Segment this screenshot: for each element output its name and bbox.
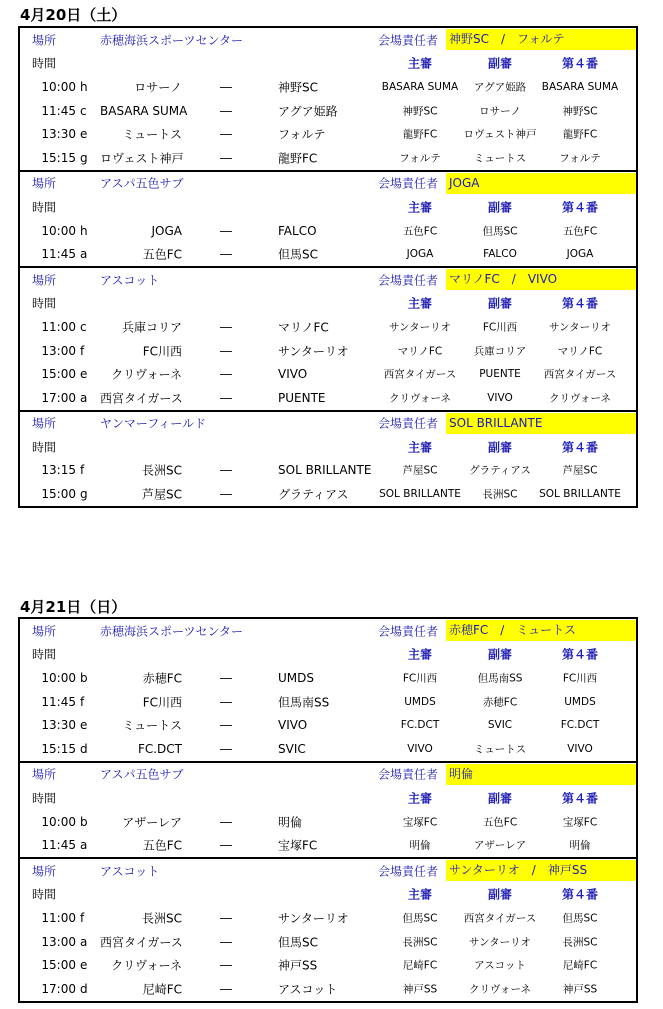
versus-dash: ― xyxy=(220,127,232,142)
away-team: 神戸SS xyxy=(278,958,318,973)
venue-name: アスコット xyxy=(100,273,160,288)
match-time: 15:15 xyxy=(41,741,76,756)
match-code: g xyxy=(80,150,88,165)
away-team: SVIC xyxy=(278,741,306,756)
versus-dash: ― xyxy=(220,247,232,262)
assistant-referee: VIVO xyxy=(487,391,513,404)
manager-label: 会場責任者 xyxy=(378,624,439,639)
day-title-apr21: 4月21日（日） xyxy=(20,598,127,616)
fourth-official: SOL BRILLANTE xyxy=(539,488,621,501)
venue-header-row xyxy=(20,172,636,196)
fourth-official: クリヴォーネ xyxy=(548,392,612,405)
assistant-referee: ロヴェスト神戸 xyxy=(463,128,537,141)
venue-block xyxy=(20,619,636,761)
fourth-official: 芦屋SC xyxy=(562,464,598,477)
time-label: 時間 xyxy=(32,200,57,215)
versus-dash: ― xyxy=(220,910,232,925)
match-row xyxy=(20,459,636,483)
place-label: 場所 xyxy=(32,767,57,782)
match-code: f xyxy=(80,463,85,478)
assistant-referee: クリヴォーネ xyxy=(468,983,532,996)
main-referee: FC.DCT xyxy=(400,719,440,732)
column-header-row xyxy=(20,195,636,219)
versus-dash: ― xyxy=(220,319,232,334)
assistant-referee: 但馬SC xyxy=(482,225,518,238)
home-team: FC川西 xyxy=(142,344,182,359)
home-team: ミュートス xyxy=(122,718,182,733)
home-team: 長洲SC xyxy=(142,911,182,926)
time-label: 時間 xyxy=(32,56,57,71)
ref-main-header: 主審 xyxy=(407,791,432,806)
main-referee: VIVO xyxy=(407,742,433,755)
place-label: 場所 xyxy=(32,33,57,48)
home-team: ロサーノ xyxy=(134,80,182,95)
time-label: 時間 xyxy=(32,440,57,455)
ref-fourth-header: 第４番 xyxy=(561,887,598,902)
time-label: 時間 xyxy=(32,887,57,902)
venue-block xyxy=(20,266,636,410)
main-referee: 長洲SC xyxy=(402,936,438,949)
match-time: 10:00 xyxy=(41,670,76,685)
venue-header-row xyxy=(20,859,636,883)
ref-assist-header: 副審 xyxy=(487,56,512,71)
home-team: ミュートス xyxy=(122,127,182,142)
away-team: PUENTE xyxy=(278,390,326,405)
main-referee: 尼崎FC xyxy=(402,959,438,972)
match-row xyxy=(20,122,636,146)
match-row xyxy=(20,386,636,410)
venue-name: 赤穂海浜スポーツセンター xyxy=(100,33,244,48)
match-row xyxy=(20,482,636,506)
versus-dash: ― xyxy=(220,390,232,405)
home-team: 西宮タイガース xyxy=(100,935,183,950)
venue-header-row xyxy=(20,619,636,643)
assistant-referee: FALCO xyxy=(483,248,517,261)
assistant-referee: 兵庫コリア xyxy=(473,345,527,358)
home-team: 赤穂FC xyxy=(142,671,182,686)
fourth-official: JOGA xyxy=(566,248,594,261)
venue-manager: SOL BRILLANTE xyxy=(446,413,636,434)
venue-name: ヤンマーフィールド xyxy=(100,416,207,431)
column-header-row xyxy=(20,883,636,907)
place-label: 場所 xyxy=(32,176,57,191)
ref-assist-header: 副審 xyxy=(487,887,512,902)
match-time: 13:30 xyxy=(41,718,76,733)
ref-fourth-header: 第４番 xyxy=(561,440,598,455)
match-code: d xyxy=(80,981,88,996)
column-header-row xyxy=(20,292,636,316)
versus-dash: ― xyxy=(220,934,232,949)
fourth-official: 龍野FC xyxy=(562,128,598,141)
assistant-referee: 五色FC xyxy=(482,816,518,829)
venue-block xyxy=(20,761,636,857)
match-time: 10:00 xyxy=(41,223,76,238)
match-code: a xyxy=(80,247,88,262)
fourth-official: 明倫 xyxy=(569,839,591,852)
main-referee: サンターリオ xyxy=(389,321,451,334)
match-time: 10:00 xyxy=(41,79,76,94)
versus-dash: ― xyxy=(220,741,232,756)
match-time: 17:00 xyxy=(41,390,76,405)
match-time: 13:30 xyxy=(41,127,76,142)
away-team: フォルテ xyxy=(278,127,326,142)
venue-manager: 赤穂FC / ミュートス xyxy=(446,620,636,641)
assistant-referee: ロサーノ xyxy=(479,105,521,118)
versus-dash: ― xyxy=(220,103,232,118)
fourth-official: 神戸SS xyxy=(562,983,598,996)
match-code: f xyxy=(80,694,85,709)
match-row xyxy=(20,666,636,690)
versus-dash: ― xyxy=(220,981,232,996)
venue-block xyxy=(20,857,636,1001)
place-label: 場所 xyxy=(32,273,57,288)
ref-assist-header: 副審 xyxy=(487,296,512,311)
match-time: 15:00 xyxy=(41,958,76,973)
home-team: 西宮タイガース xyxy=(100,391,183,406)
ref-fourth-header: 第４番 xyxy=(561,296,598,311)
fourth-official: BASARA SUMA xyxy=(541,80,619,93)
ref-fourth-header: 第４番 xyxy=(561,647,598,662)
assistant-referee: 西宮タイガース xyxy=(463,912,537,925)
column-header-row xyxy=(20,786,636,810)
match-code: h xyxy=(80,223,88,238)
venue-manager: 明倫 xyxy=(446,764,636,785)
manager-label: 会場責任者 xyxy=(378,416,439,431)
match-code: h xyxy=(80,79,88,94)
home-team: FC川西 xyxy=(142,695,182,710)
versus-dash: ― xyxy=(220,958,232,973)
match-code: g xyxy=(80,487,88,502)
fourth-official: 神野SC xyxy=(562,105,598,118)
away-team: VIVO xyxy=(278,367,308,382)
match-time: 11:45 xyxy=(41,103,76,118)
manager-label: 会場責任者 xyxy=(378,767,439,782)
assistant-referee: FC川西 xyxy=(482,321,518,334)
fourth-official: 宝塚FC xyxy=(562,816,598,829)
main-referee: 明倫 xyxy=(409,839,431,852)
ref-main-header: 主審 xyxy=(407,56,432,71)
match-row xyxy=(20,146,636,170)
venue-manager: JOGA xyxy=(446,173,636,194)
away-team: UMDS xyxy=(278,670,314,685)
fourth-official: 尼崎FC xyxy=(562,959,598,972)
main-referee: 芦屋SC xyxy=(402,464,438,477)
place-label: 場所 xyxy=(32,864,57,879)
venue-header-row xyxy=(20,763,636,787)
match-code: b xyxy=(80,814,88,829)
match-row xyxy=(20,75,636,99)
assistant-referee: ミュートス xyxy=(473,743,527,756)
match-time: 13:15 xyxy=(41,463,76,478)
assistant-referee: アグア姫路 xyxy=(473,81,527,94)
main-referee: マリノFC xyxy=(397,345,443,358)
home-team: 五色FC xyxy=(142,247,182,262)
home-team: FC.DCT xyxy=(137,741,182,756)
main-referee: 宝塚FC xyxy=(402,816,438,829)
away-team: VIVO xyxy=(278,718,308,733)
venue-manager: 神野SC / フォルテ xyxy=(446,29,636,50)
ref-fourth-header: 第４番 xyxy=(561,200,598,215)
manager-label: 会場責任者 xyxy=(378,864,439,879)
schedule-table-apr21 xyxy=(18,617,638,1003)
match-row xyxy=(20,737,636,761)
match-row xyxy=(20,810,636,834)
venue-name: アスパ五色サブ xyxy=(100,767,184,782)
match-row xyxy=(20,953,636,977)
main-referee: フォルテ xyxy=(399,152,441,165)
away-team: 神野SC xyxy=(278,80,318,95)
main-referee: BASARA SUMA xyxy=(381,80,459,93)
time-label: 時間 xyxy=(32,647,57,662)
versus-dash: ― xyxy=(220,814,232,829)
fourth-official: フォルテ xyxy=(559,152,601,165)
match-row xyxy=(20,930,636,954)
match-row xyxy=(20,833,636,857)
away-team: SOL BRILLANTE xyxy=(278,463,372,478)
match-row xyxy=(20,219,636,243)
fourth-official: サンターリオ xyxy=(549,321,611,334)
home-team: JOGA xyxy=(151,223,182,238)
match-time: 11:45 xyxy=(41,694,76,709)
away-team: サンターリオ xyxy=(278,344,349,359)
time-label: 時間 xyxy=(32,791,57,806)
venue-manager: サンターリオ / 神戸SS xyxy=(446,860,636,881)
match-code: a xyxy=(80,934,88,949)
manager-label: 会場責任者 xyxy=(378,176,439,191)
fourth-official: FC川西 xyxy=(562,672,598,685)
assistant-referee: ミュートス xyxy=(473,152,527,165)
venue-header-row xyxy=(20,28,636,52)
main-referee: JOGA xyxy=(406,248,434,261)
venue-header-row xyxy=(20,412,636,436)
main-referee: 神野SC xyxy=(402,105,438,118)
versus-dash: ― xyxy=(220,838,232,853)
ref-main-header: 主審 xyxy=(407,647,432,662)
match-time: 13:00 xyxy=(41,934,76,949)
match-row xyxy=(20,906,636,930)
main-referee: 西宮タイガース xyxy=(383,368,457,381)
day-title-apr20: 4月20日（土） xyxy=(20,6,127,24)
manager-label: 会場責任者 xyxy=(378,33,439,48)
home-team: 芦屋SC xyxy=(142,487,182,502)
match-time: 11:00 xyxy=(41,910,76,925)
home-team: BASARA SUMA xyxy=(100,103,188,118)
home-team: 尼崎FC xyxy=(142,982,182,997)
away-team: 明倫 xyxy=(278,815,303,830)
match-row xyxy=(20,315,636,339)
fourth-official: マリノFC xyxy=(557,345,603,358)
away-team: アスコット xyxy=(278,982,338,997)
main-referee: 五色FC xyxy=(402,225,438,238)
match-code: d xyxy=(80,741,88,756)
match-row xyxy=(20,339,636,363)
venue-block xyxy=(20,410,636,506)
match-code: a xyxy=(80,838,88,853)
versus-dash: ― xyxy=(220,223,232,238)
match-time: 11:00 xyxy=(41,319,76,334)
ref-main-header: 主審 xyxy=(407,200,432,215)
match-row xyxy=(20,362,636,386)
assistant-referee: SVIC xyxy=(487,719,513,732)
assistant-referee: 但馬南SS xyxy=(477,672,523,685)
home-team: クリヴォーネ xyxy=(111,367,182,382)
versus-dash: ― xyxy=(220,463,232,478)
fourth-official: UMDS xyxy=(564,695,596,708)
home-team: クリヴォーネ xyxy=(111,958,182,973)
away-team: アグア姫路 xyxy=(278,104,338,119)
home-team: 兵庫コリア xyxy=(121,320,182,335)
main-referee: UMDS xyxy=(404,695,436,708)
ref-fourth-header: 第４番 xyxy=(561,791,598,806)
match-code: f xyxy=(80,910,85,925)
match-time: 15:15 xyxy=(41,150,76,165)
versus-dash: ― xyxy=(220,487,232,502)
ref-assist-header: 副審 xyxy=(487,440,512,455)
ref-main-header: 主審 xyxy=(407,296,432,311)
ref-assist-header: 副審 xyxy=(487,647,512,662)
time-label: 時間 xyxy=(32,296,57,311)
match-row xyxy=(20,99,636,123)
ref-main-header: 主審 xyxy=(407,887,432,902)
match-row xyxy=(20,713,636,737)
venue-name: アスコット xyxy=(100,864,160,879)
assistant-referee: サンターリオ xyxy=(469,936,531,949)
match-time: 10:00 xyxy=(41,814,76,829)
home-team: 長洲SC xyxy=(142,463,182,478)
main-referee: 龍野FC xyxy=(402,128,438,141)
manager-label: 会場責任者 xyxy=(378,273,439,288)
away-team: グラティアス xyxy=(278,487,349,502)
away-team: 龍野FC xyxy=(278,151,318,166)
home-team: 五色FC xyxy=(142,838,182,853)
versus-dash: ― xyxy=(220,367,232,382)
match-code: b xyxy=(80,670,88,685)
main-referee: SOL BRILLANTE xyxy=(379,488,461,501)
main-referee: 但馬SC xyxy=(402,912,438,925)
match-row xyxy=(20,690,636,714)
away-team: 但馬SC xyxy=(278,935,318,950)
ref-assist-header: 副審 xyxy=(487,791,512,806)
ref-fourth-header: 第４番 xyxy=(561,56,598,71)
fourth-official: FC.DCT xyxy=(560,719,600,732)
versus-dash: ― xyxy=(220,670,232,685)
assistant-referee: グラティアス xyxy=(469,464,531,477)
column-header-row xyxy=(20,435,636,459)
ref-assist-header: 副審 xyxy=(487,200,512,215)
place-label: 場所 xyxy=(32,624,57,639)
assistant-referee: PUENTE xyxy=(479,368,521,381)
venue-block xyxy=(20,170,636,266)
assistant-referee: 赤穂FC xyxy=(482,696,518,709)
ref-main-header: 主審 xyxy=(407,440,432,455)
match-time: 17:00 xyxy=(41,981,76,996)
versus-dash: ― xyxy=(220,150,232,165)
match-code: a xyxy=(80,390,88,405)
home-team: アザーレア xyxy=(122,815,182,830)
main-referee: FC川西 xyxy=(402,672,438,685)
venue-name: アスパ五色サブ xyxy=(100,176,184,191)
versus-dash: ― xyxy=(220,718,232,733)
match-code: e xyxy=(80,958,88,973)
fourth-official: 五色FC xyxy=(562,225,598,238)
match-code: f xyxy=(80,343,85,358)
match-time: 11:45 xyxy=(41,838,76,853)
match-time: 13:00 xyxy=(41,343,76,358)
assistant-referee: アスコット xyxy=(474,959,526,972)
away-team: マリノFC xyxy=(278,320,329,335)
venue-header-row xyxy=(20,268,636,292)
match-row xyxy=(20,977,636,1001)
versus-dash: ― xyxy=(220,79,232,94)
venue-name: 赤穂海浜スポーツセンター xyxy=(100,624,244,639)
versus-dash: ― xyxy=(220,343,232,358)
match-code: c xyxy=(80,319,87,334)
match-time: 15:00 xyxy=(41,487,76,502)
home-team: ロヴェスト神戸 xyxy=(100,151,184,166)
fourth-official: VIVO xyxy=(567,742,593,755)
match-code: e xyxy=(80,718,88,733)
versus-dash: ― xyxy=(220,694,232,709)
away-team: FALCO xyxy=(278,223,317,238)
match-code: e xyxy=(80,127,88,142)
away-team: 但馬SC xyxy=(278,247,318,262)
away-team: 宝塚FC xyxy=(278,838,318,853)
venue-manager: マリノFC / VIVO xyxy=(446,269,636,290)
assistant-referee: 長洲SC xyxy=(482,488,518,501)
main-referee: 神戸SS xyxy=(402,983,438,996)
fourth-official: 長洲SC xyxy=(562,936,598,949)
main-referee: クリヴォーネ xyxy=(388,392,452,405)
column-header-row xyxy=(20,52,636,76)
assistant-referee: アザーレア xyxy=(473,839,527,852)
match-code: e xyxy=(80,367,88,382)
place-label: 場所 xyxy=(32,416,57,431)
schedule-table-apr20 xyxy=(18,26,638,508)
fourth-official: 西宮タイガース xyxy=(543,368,617,381)
away-team: サンターリオ xyxy=(278,911,349,926)
match-time: 11:45 xyxy=(41,247,76,262)
fourth-official: 但馬SC xyxy=(562,912,598,925)
away-team: 但馬南SS xyxy=(278,695,330,710)
match-row xyxy=(20,242,636,266)
venue-block xyxy=(20,28,636,170)
match-code: c xyxy=(80,103,87,118)
column-header-row xyxy=(20,643,636,667)
match-time: 15:00 xyxy=(41,367,76,382)
